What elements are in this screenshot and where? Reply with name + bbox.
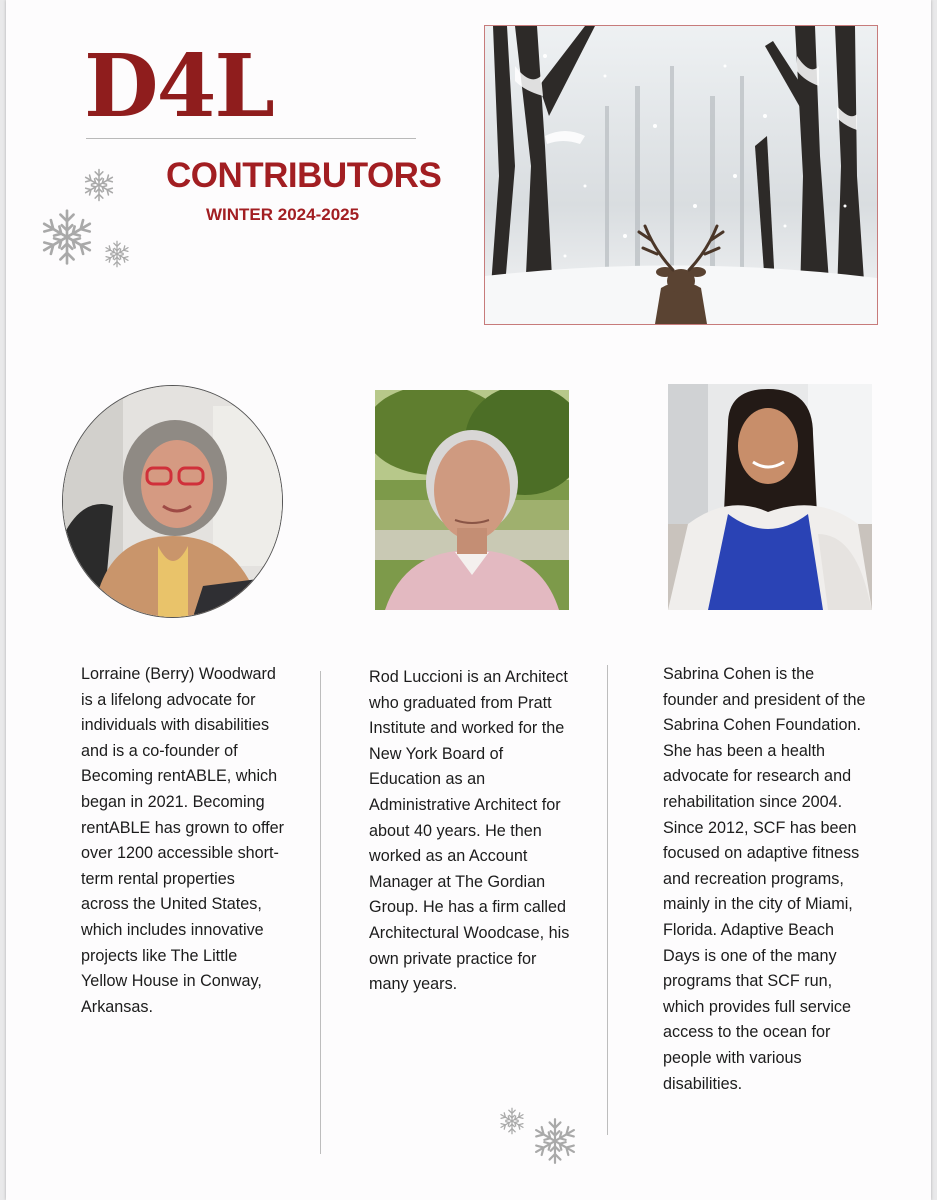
snowflake-icon <box>82 168 116 202</box>
contributor-photo-rod <box>375 390 569 610</box>
snowflake-icon <box>498 1107 526 1135</box>
contributor-bio-sabrina: Sabrina Cohen is the founder and president of the Sabrina Cohen Foundation. She has been a health advocate for research and rehabilitation since 2004. Since 2012, SCF has been focused on adaptive fitness and recreation programs, mainly in the city of Miami, Florida. Adaptive Beach Days is one of the many programs that SCF run, which provides full service access to the ocean for people with various disabilities. <box>663 665 866 1093</box>
contributor-photo-sabrina <box>668 384 872 610</box>
snowflake-icon <box>531 1117 579 1165</box>
contributor-bio-lorraine: Lorraine (Berry) Woodward is a lifelong advocate for individuals with disabilities and is a co-founder of Becoming rentABLE, which began in 2021. Becoming rentABLE has grown to offer over 1200 accessible short-term rental properties across the United States, which includes innovative projects like The Little Yellow House in Conway, Arkansas. <box>81 665 285 1016</box>
contributor-bio-rod: Rod Luccioni is an Architect who graduated from Pratt Institute and worked for the New York Board of Education as an Administrative Architect for about 40 years. He then worked as an Account Manager at The Gordian Group. He has a firm called Architectural Woodcase, his own private practice for many years. <box>369 668 570 994</box>
column-divider <box>320 671 321 1154</box>
winter-forest-deer-image <box>484 25 878 325</box>
newsletter-page <box>6 0 931 1200</box>
issue-subtitle: WINTER 2024-2025 <box>206 205 360 224</box>
snowflake-icon <box>38 208 96 266</box>
header-divider <box>86 138 416 139</box>
snowflake-icon <box>103 240 131 268</box>
column-divider <box>607 665 608 1135</box>
page-title: CONTRIBUTORS <box>166 156 442 195</box>
d4l-logo: D4L <box>84 36 273 137</box>
contributor-photo-lorraine <box>62 385 283 618</box>
